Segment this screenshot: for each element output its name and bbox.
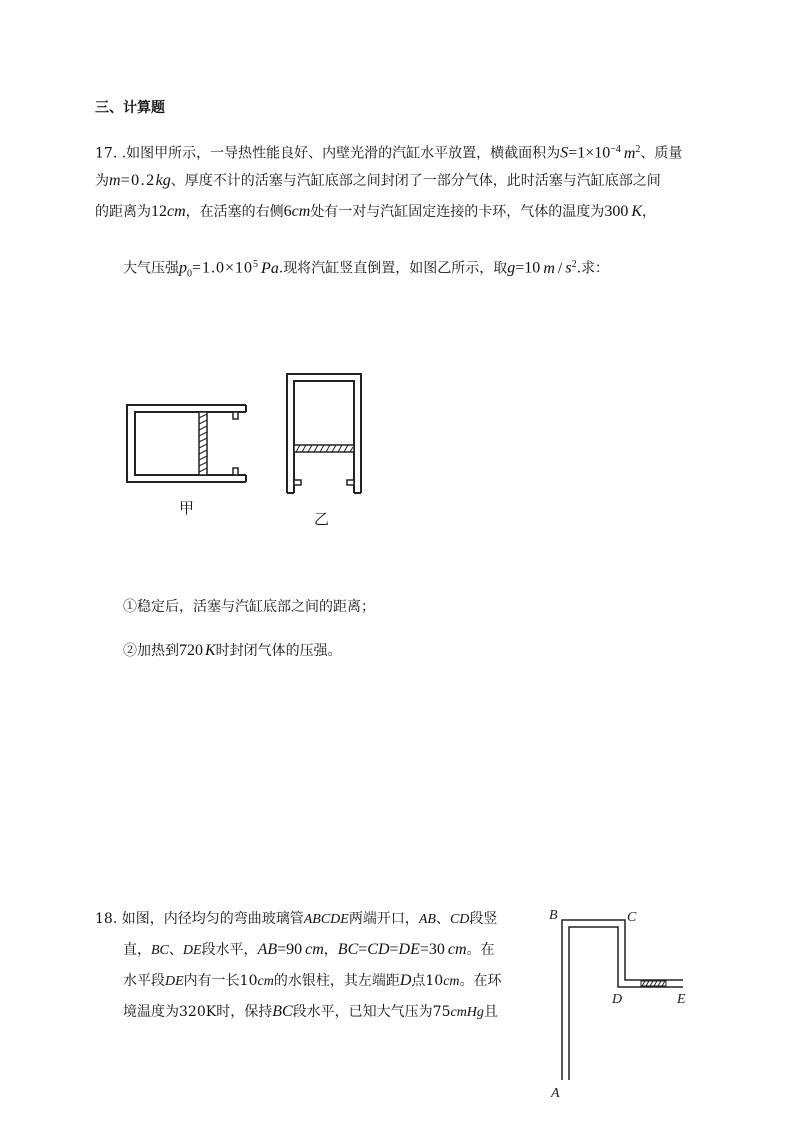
figure-bent-glass-tube: [545, 905, 695, 1105]
q17-line-1: 17. .如图甲所示，一导热性能良好、内壁光滑的汽缸水平放置，横截面积为$S=1\times 10^{-4}$ $m^2$、质量: [95, 144, 683, 162]
point-label-c: C: [627, 910, 637, 925]
figure-jia-label: 甲: [179, 499, 195, 517]
q18-line-1: 18. 如图，内径均匀的弯曲玻璃管ABCDE两端开口，AB、CD段竖: [95, 911, 498, 927]
q17-number: 17.: [95, 145, 118, 162]
q17-sub-2: ②加热到720 K时封闭气体的压强。: [123, 642, 342, 659]
q18-number: 18.: [95, 911, 118, 927]
point-label-b: B: [549, 908, 558, 923]
figure-yi-cylinder: [283, 370, 365, 495]
figure-yi-label: 乙: [314, 510, 330, 528]
point-label-a: A: [551, 1086, 560, 1101]
clamp-ring-top: [233, 412, 238, 419]
figure-jia-cylinder: [125, 400, 255, 485]
section-title: 三、计算题: [95, 100, 165, 116]
clamp-ring-left: [294, 480, 301, 485]
point-label-d: D: [612, 992, 623, 1007]
q17-line-2: 为m=0.2kg、厚度不计的活塞与汽缸底部之间封闭了一部分气体，此时活塞与汽缸底部之间: [95, 172, 661, 189]
point-label-e: E: [677, 992, 686, 1007]
clamp-ring-bottom: [233, 468, 238, 475]
q17-line-3: 的距离为12cm，在活塞的右侧6cm处有一对与汽缸固定连接的卡环，气体的温度为300 K，: [95, 203, 656, 220]
q17-line-4: 大气压强$p_0=1.0\times 10^5$ Pa.现将汽缸竖直倒置，如图乙所示，取g=10 m / $s^2$.求：: [123, 259, 610, 280]
q18-line-3: 水平段DE内有一长10cm的水银柱，其左端距D点10cm。在环: [123, 972, 502, 989]
q18-line-2: 直，BC、DE段水平，AB=90 cm，BC=CD=DE=30 cm。在: [123, 941, 495, 958]
clamp-ring-right: [347, 480, 354, 485]
q18-line-4: 境温度为320K时，保持BC段水平，已知大气压为75cmHg且: [123, 1003, 498, 1020]
q17-sub-1: ①稳定后，活塞与汽缸底部之间的距离；: [123, 599, 375, 615]
